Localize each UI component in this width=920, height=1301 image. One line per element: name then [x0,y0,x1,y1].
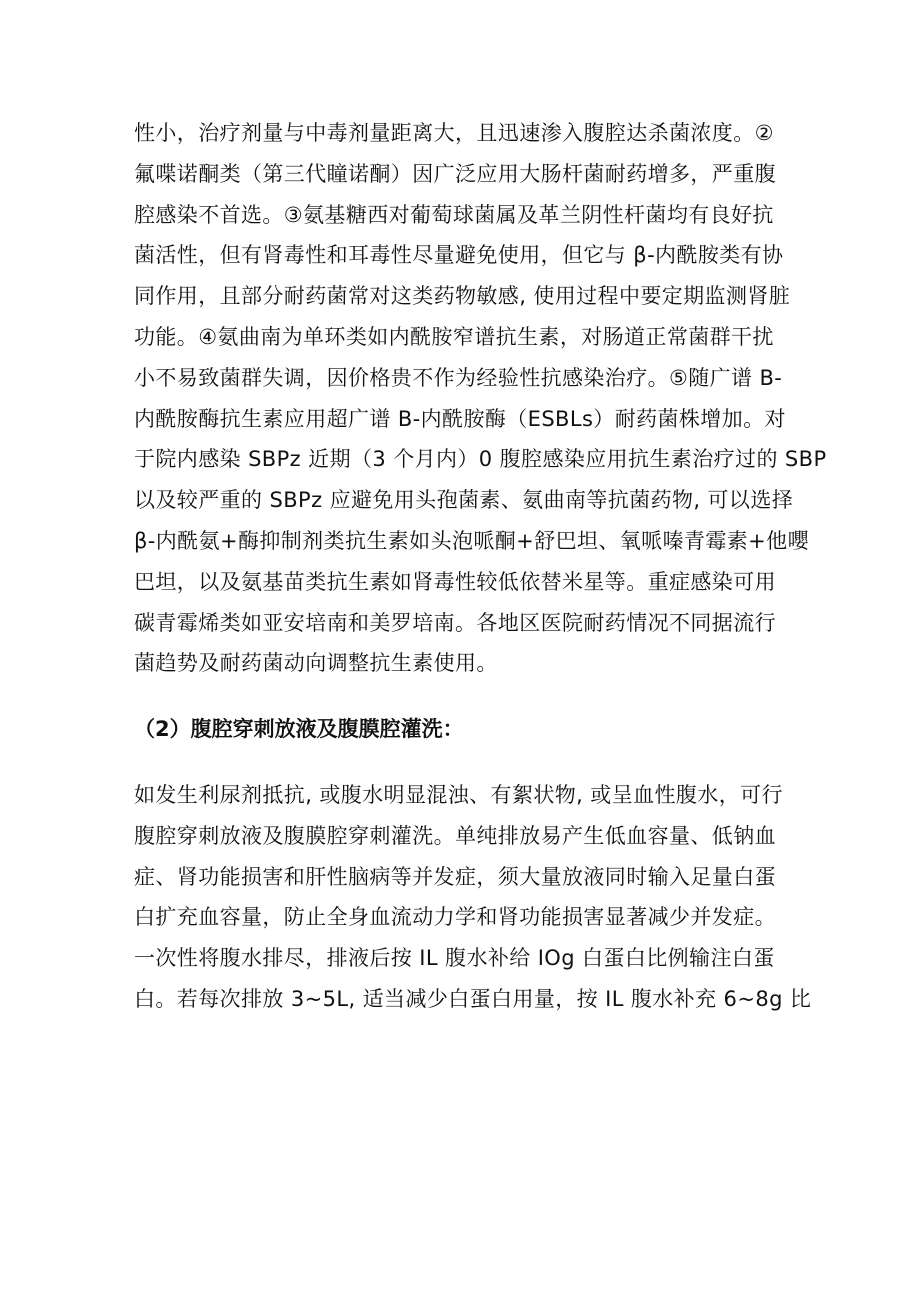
text-line: 如发生利尿剂抵抗, 或腹水明显混浊、有絮状物, 或呈血性腹水，可行 [134,782,783,807]
text-line: 氟喋诺酮类（第三代瞳诺酮）因广泛应用大肠杆菌耐药增多，严重腹 [134,161,776,186]
paragraph-paracentesis [134,775,812,1020]
document-body [134,113,827,1020]
text-line: 同作用，且部分耐药菌常对这类药物敏感, 使用过程中要定期监测肾脏 [134,284,791,309]
text-line: 白。若每次排放 3~5L, 适当减少白蛋白用量，按 IL 腹水补充 6~8g 比 [134,986,812,1011]
text-line: 症、肾功能损害和肝性脑病等并发症，须大量放液同时输入足量白蛋 [134,864,776,889]
text-line: 腹腔穿刺放液及腹膜腔穿刺灌洗。单纯排放易产生低血容量、低钠血 [134,823,776,848]
text-line: 菌活性，但有肾毒性和耳毒性尽量避免使用，但它与 β-内酰胺类有协 [134,243,784,268]
section-heading: （2）腹腔穿刺放液及腹膜腔灌洗： [134,717,464,742]
text-line: 碳青霉烯类如亚安培南和美罗培南。各地区医院耐药情况不同据流行 [134,610,776,635]
text-line: 白扩充血容量，防止全身血流动力学和肾功能损害显著减少并发症。 [134,905,776,930]
text-line: 于院内感染 SBPz 近期（3 个月内）0 腹腔感染应用抗生素治疗过的 SBP [134,447,827,472]
text-line: 小不易致菌群失调，因价格贵不作为经验性抗感染治疗。⑤随广谱 B- [134,365,783,390]
text-line: 性小，治疗剂量与中毒剂量距离大，且迅速渗入腹腔达杀菌浓度。② [134,121,774,145]
paragraph-antibiotics [134,113,827,684]
text-line: β-内酰氨+酶抑制剂类抗生素如头泡哌酮+舒巴坦、氧哌嗪青霉素+他嚶 [134,528,809,553]
text-line: 内酰胺酶抗生素应用超广谱 B-内酰胺酶（ESBLs）耐药菌株增加。对 [134,406,786,431]
text-line: 腔感染不首选。③氨基糖西对葡萄球菌属及革兰阴性杆菌均有良好抗 [134,202,774,227]
text-line: 一次性将腹水排尽，排液后按 IL 腹水补给 IOg 白蛋白比例输注白蛋 [134,946,775,971]
text-line: 菌趋势及耐药菌动向调整抗生素使用。 [134,651,498,676]
text-line: 巴坦，以及氨基苗类抗生素如肾毒性较低依替米星等。重症感染可用 [134,569,776,594]
text-line: 以及较严重的 SBPz 应避免用头孢菌素、氨曲南等抗菌药物, 可以选择 [134,488,794,513]
text-line: 功能。④氨曲南为单环类如内酰胺窄谱抗生素，对肠道正常菌群干扰 [134,324,774,349]
